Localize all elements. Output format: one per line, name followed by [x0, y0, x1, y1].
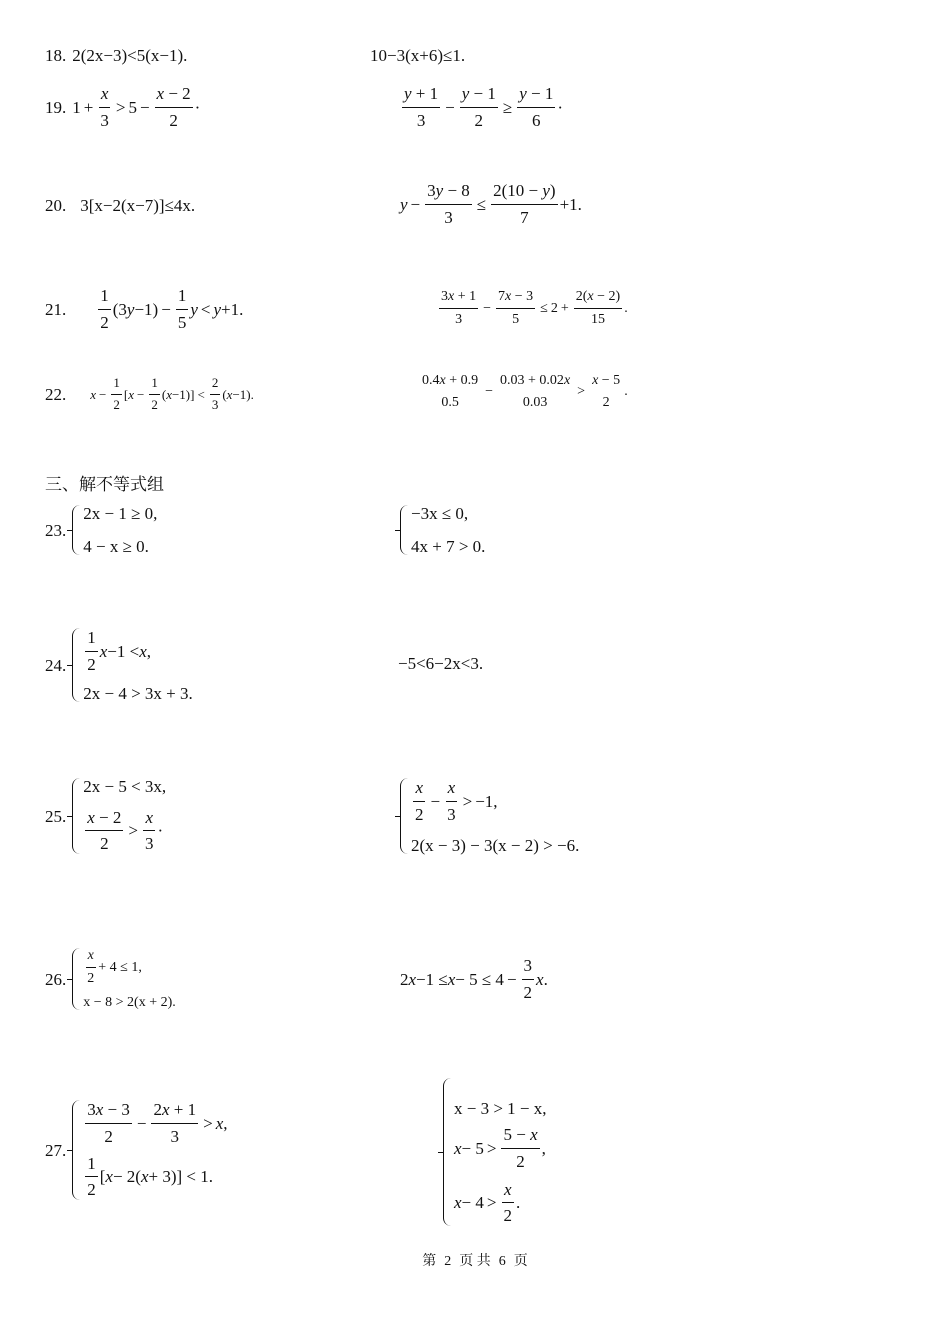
system-line: 2(x − 3) − 3(x − 2) > −6. [411, 836, 580, 855]
footer-suffix: 页 [513, 1254, 528, 1269]
problem-27-left: 27. $\frac{3x - 3}{2}$ − $\frac{2x + 1}{3}$ > x , $\frac{1}{2}$ [ x − 2( x + 3)] < 1. [45, 1100, 228, 1200]
problem-19-left: 19. 1 + $\frac{x}{3}$ > 5 − $\frac{x - 2}{2}$ · [45, 84, 201, 130]
problem-19-right: $\frac{y + 1}{3}$ − $\frac{y - 1}{2}$ ≥ $\frac{y - 1}{6}$ · [404, 84, 564, 130]
total-pages: 6 [498, 1254, 506, 1269]
problem-number: 27. [45, 1140, 67, 1160]
problem-number: 23. [45, 520, 67, 540]
problem-number: 20. [45, 196, 67, 215]
system-line: x − 8 > 2(x + 2). [83, 995, 176, 1010]
problem-number: 21. [45, 299, 67, 319]
problem-18-right [370, 47, 465, 64]
inequality: 10−3(x+6)≤1. [370, 46, 466, 65]
problem-25-left: 25. 2x − 5 < 3x, $\frac{x - 2}{2}$ > $\frac{x}{3}$ · [45, 777, 167, 854]
problem-20-left [45, 197, 195, 214]
problem-24-right [398, 655, 483, 672]
section-title: 三、解不等式组 [45, 475, 164, 495]
problem-26-left: 26. $\frac{x}{2}$ + 4 ≤ 1, x − 8 > 2(x + 2). [45, 948, 176, 1010]
system-line: 2x − 1 ≥ 0, [83, 504, 158, 523]
system-line: 2x − 5 < 3x, [83, 777, 167, 796]
inequality: 2(2x−3)<5(x−1). [72, 46, 188, 65]
problem-number: 18. [45, 46, 67, 65]
problem-22-right: 0.4x + 0.9 0.5 − 0.03 + 0.02x 0.03 > x − 5 2 . [422, 373, 628, 411]
problem-26-right: 2 x −1 ≤ x − 5 ≤ 4 − $\frac{3}{2}$ x . [400, 956, 548, 1002]
inequality: 3[x−2(x−7)]≤4x. [80, 196, 196, 215]
problem-number: 25. [45, 806, 67, 826]
footer-prefix: 第 [422, 1254, 437, 1269]
footer-mid: 页 共 [459, 1254, 491, 1269]
system-line: −3x ≤ 0, [411, 504, 469, 523]
problem-21-left: 21. $\frac{1}{2}$ (3 y −1) − $\frac{1}{5}$ y < y +1. [45, 286, 244, 332]
problem-25-right: $\frac{x}{2}$ − $\frac{x}{3}$ > −1, 2(x − 3) − 3(x − 2) > −6. [400, 778, 579, 854]
problem-number: 22. [45, 384, 67, 404]
problem-27-right: x − 3 > 1 − x, x − 5 > $\frac{5 - x}{2}$ , x − 4 > $\frac{x}{2}$ . [443, 1078, 547, 1226]
problem-22-left: 22. x − $\frac{1}{2}$ [ x − $\frac{1}{2}$ ( x −1)] < $\frac{2}{3}$ ( x −1). [45, 375, 254, 412]
current-page: 2 [444, 1254, 452, 1269]
problem-23-left [45, 505, 157, 555]
problem-number: 26. [45, 969, 67, 989]
problem-23-right [400, 505, 485, 555]
system-line: x − 3 > 1 − x, [454, 1099, 547, 1118]
problem-21-right: $\frac{3x + 1}{3}$ − $\frac{7x - 3}{5}$ ≤ 2 + $\frac{2(x - 2)}{15}$ . [441, 289, 628, 328]
system-line: 4x + 7 > 0. [411, 537, 486, 556]
page-footer [0, 1250, 950, 1270]
problem-number: 24. [45, 655, 67, 675]
inequality: −5<6−2x<3. [398, 654, 484, 673]
problem-24-left: 24. $\frac{1}{2}$ x −1 < x , 2x − 4 > 3x + 3. [45, 628, 193, 703]
system-line: 2x − 4 > 3x + 3. [83, 684, 193, 703]
problem-number: 19. [45, 97, 67, 117]
problem-18-left [45, 47, 187, 64]
system-line: 4 − x ≥ 0. [83, 537, 149, 556]
problem-20-right: y − $\frac{3y - 8}{3}$ ≤ $\frac{2(10 - y)}{7}$ +1. [400, 181, 582, 227]
